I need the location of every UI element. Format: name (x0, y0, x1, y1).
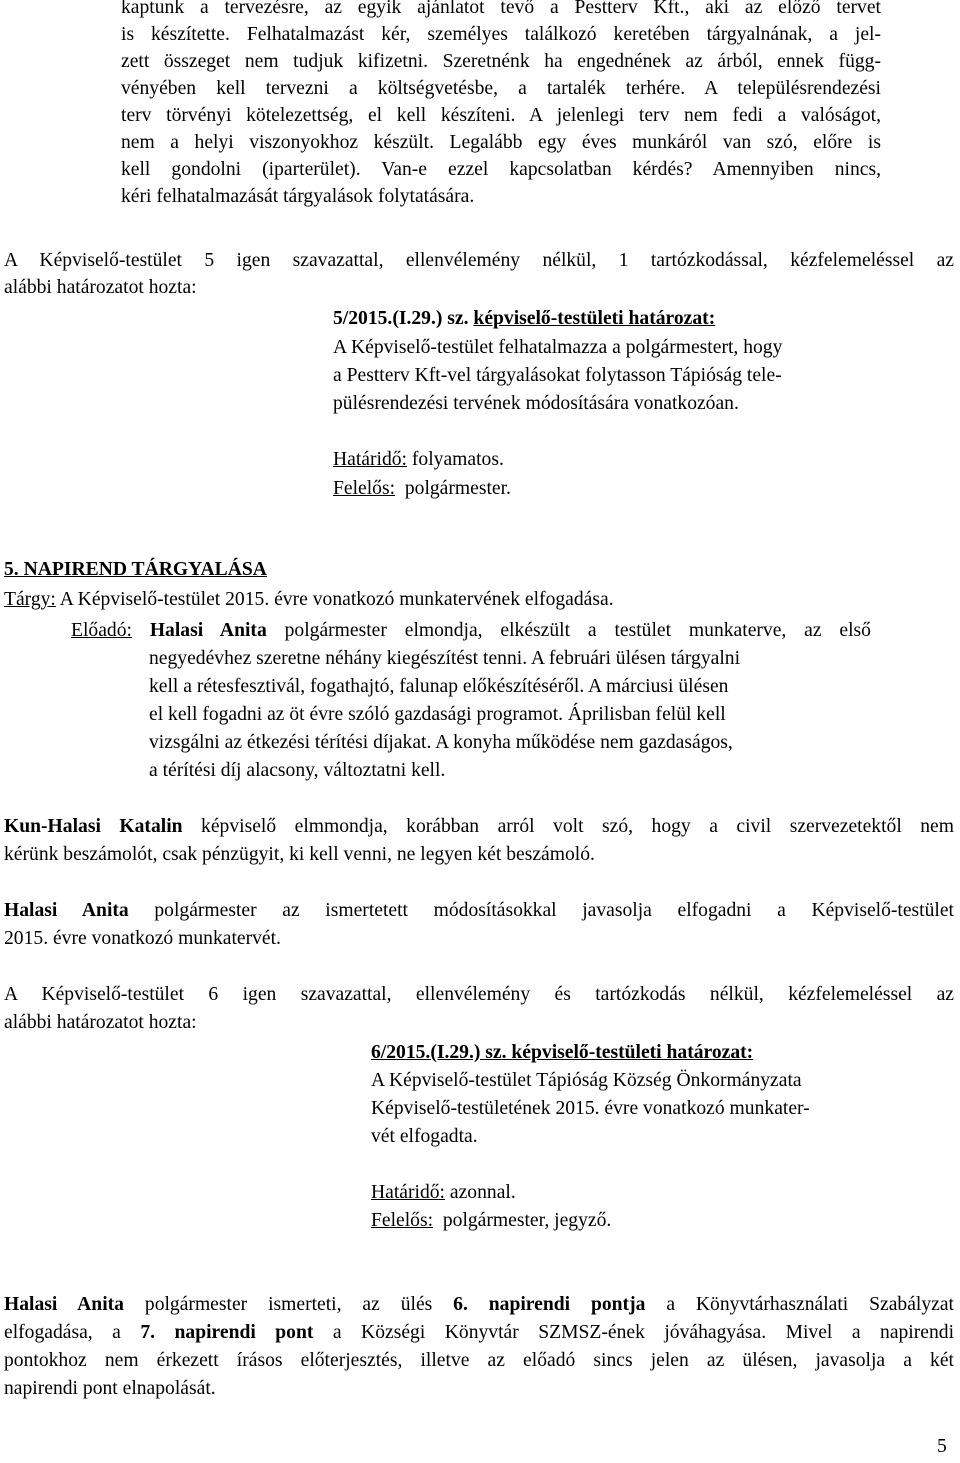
intro-line-7: kell gondolni (iparterület). Van-e ezzel kapcsolatban kérdés? Amennyiben nincs, (121, 159, 881, 180)
closing-line-4: napirendi pont elnapolását. (4, 1378, 216, 1399)
resolution1-text-3: pülésrendezési tervének módosítására vonatkozóan. (333, 393, 739, 414)
closing-text: a Könyvtárhasználati Szabályzat (666, 1294, 954, 1315)
halasi1-line-1 (4, 897, 954, 924)
responsible-label: Felelős: (333, 478, 396, 499)
agenda5-heading: 5. NAPIREND TÁRGYALÁSA (4, 559, 267, 580)
subject-label: Tárgy: (4, 589, 56, 610)
intro-line-2: is készítette. Felhatalmazást kér, személyes találkozó keretében tárgyalnának, a jel- (121, 24, 881, 45)
closing-line-3: pontokhoz nem érkezett írásos előterjesztés, illetve az előadó sincs jelen az ülésen, javasolja a két (4, 1350, 954, 1371)
presenter-text: polgármester elmondja, elkészült a testület munkaterve, az első (284, 620, 871, 641)
resolution2-text-3: vét elfogadta. (371, 1126, 478, 1147)
resolution2-heading: 6/2015.(I.29.) sz. képviselő-testületi határozat: (371, 1042, 754, 1063)
kun-line-2: kérünk beszámolót, csak pénzügyit, ki kell venni, ne legyen két beszámoló. (4, 844, 595, 865)
intro-line-6: nem a helyi viszonyokhoz készült. Legalább egy éves munkáról van szó, előre is (121, 132, 881, 153)
resolution2-text-1: A Képviselő-testület Tápióság Község Önkormányzata (371, 1070, 802, 1091)
resolution1-text-1: A Képviselő-testület felhatalmazza a polgármestert, hogy (333, 337, 783, 358)
responsible-label: Felelős: (371, 1210, 434, 1231)
closing-text: elfogadása, a (4, 1322, 121, 1343)
vote1-line-1: A Képviselő-testület 5 igen szavazattal, ellenvélemény nélkül, 1 tartózkodással, kézfelemeléssel az (4, 250, 954, 271)
kun-text: képviselő elmmondja, korábban arról volt szó, hogy a civil szervezetektől nem (201, 816, 954, 837)
presenter-line-3: kell a rétesfesztivál, fogathajtó, falunap előkészítéséről. A márciusi ülésen (149, 676, 729, 697)
kun-line-1 (4, 813, 954, 840)
intro-line-1: kaptunk a tervezésre, az egyik ajánlatot tevő a Pestterv Kft., aki az előző tervet (121, 0, 881, 18)
speaker-name: Halasi Anita (4, 1294, 124, 1315)
closing-line-2 (4, 1319, 954, 1346)
vote2-line-1: A Képviselő-testület 6 igen szavazattal, ellenvélemény és tartózkodás nélkül, kézfelemeléssel az (4, 984, 954, 1005)
deadline-value: folyamatos. (411, 449, 504, 470)
agenda5-subject (4, 586, 614, 613)
intro-line-8: kéri felhatalmazását tárgyalások folytatására. (121, 186, 475, 207)
subject-value: A Képviselő-testület 2015. évre vonatkozó munkatervének elfogadása. (59, 589, 614, 610)
resolution1-number: 5/2015.(I.29.) sz. (333, 308, 469, 329)
vote1-line-2: alábbi határozatot hozta: (4, 277, 197, 298)
presenter-name: Halasi Anita (149, 620, 267, 641)
presenter-label: Előadó: (71, 620, 132, 641)
speaker-name: Halasi Anita (4, 900, 129, 921)
resolution1-deadline (333, 446, 504, 473)
resolution1-responsible (333, 475, 511, 502)
resolution2-responsible (371, 1207, 611, 1234)
intro-line-3: zett összeget nem tudjuk kifizetni. Szeretnénk ha engednének az árból, ennek függ- (121, 51, 881, 72)
vote2-line-2: alábbi határozatot hozta: (4, 1012, 197, 1033)
speaker-name: Kun-Halasi Katalin (4, 816, 183, 837)
presenter-line-2: negyedévhez szeretne néhány kiegészítést tenni. A februári ülésen tárgyalni (149, 648, 741, 669)
closing-line-1 (4, 1291, 954, 1318)
deadline-value: azonnal. (449, 1182, 516, 1203)
page-number: 5 (937, 1436, 947, 1457)
deadline-label: Határidő: (371, 1182, 445, 1203)
responsible-value: polgármester, jegyző. (442, 1210, 612, 1231)
presenter-line-1 (71, 617, 871, 644)
presenter-line-6: a térítési díj alacsony, változtatni kell. (149, 760, 446, 781)
closing-text: a Községi Könyvtár SZMSZ-ének jóváhagyása. Mivel a napirendi (332, 1322, 955, 1343)
closing-text: polgármester ismerteti, az ülés (144, 1294, 433, 1315)
presenter-line-4: el kell fogadni az öt évre szóló gazdasági programot. Áprilisban felül kell (149, 704, 726, 725)
resolution1-heading (333, 305, 715, 332)
resolution2-deadline (371, 1179, 516, 1206)
agenda-item-6: 6. napirendi pontja (453, 1294, 646, 1315)
agenda-item-7: 7. napirendi pont (140, 1322, 314, 1343)
resolution1-title: képviselő-testületi határozat: (473, 308, 716, 329)
resolution2-text-2: Képviselő-testületének 2015. évre vonatkozó munkater- (371, 1098, 810, 1119)
deadline-label: Határidő: (333, 449, 407, 470)
halasi1-line-2: 2015. évre vonatkozó munkatervét. (4, 928, 281, 949)
presenter-line-5: vizsgálni az étkezési térítési díjakat. A konyha működése nem gazdaságos, (149, 732, 733, 753)
responsible-value: polgármester. (404, 478, 511, 499)
resolution1-text-2: a Pestterv Kft-vel tárgyalásokat folytasson Tápióság tele- (333, 365, 782, 386)
intro-line-5: terv törvényi kötelezettség, el kell készíteni. A jelenlegi terv nem fedi a valóságot, (121, 105, 881, 126)
halasi1-text: polgármester az ismertetett módosításokkal javasolja elfogadni a Képviselő-testület (154, 900, 955, 921)
intro-line-4: vényében kell tervezni a költségvetésbe, a tartalék terhére. A településrendezési (121, 78, 881, 99)
